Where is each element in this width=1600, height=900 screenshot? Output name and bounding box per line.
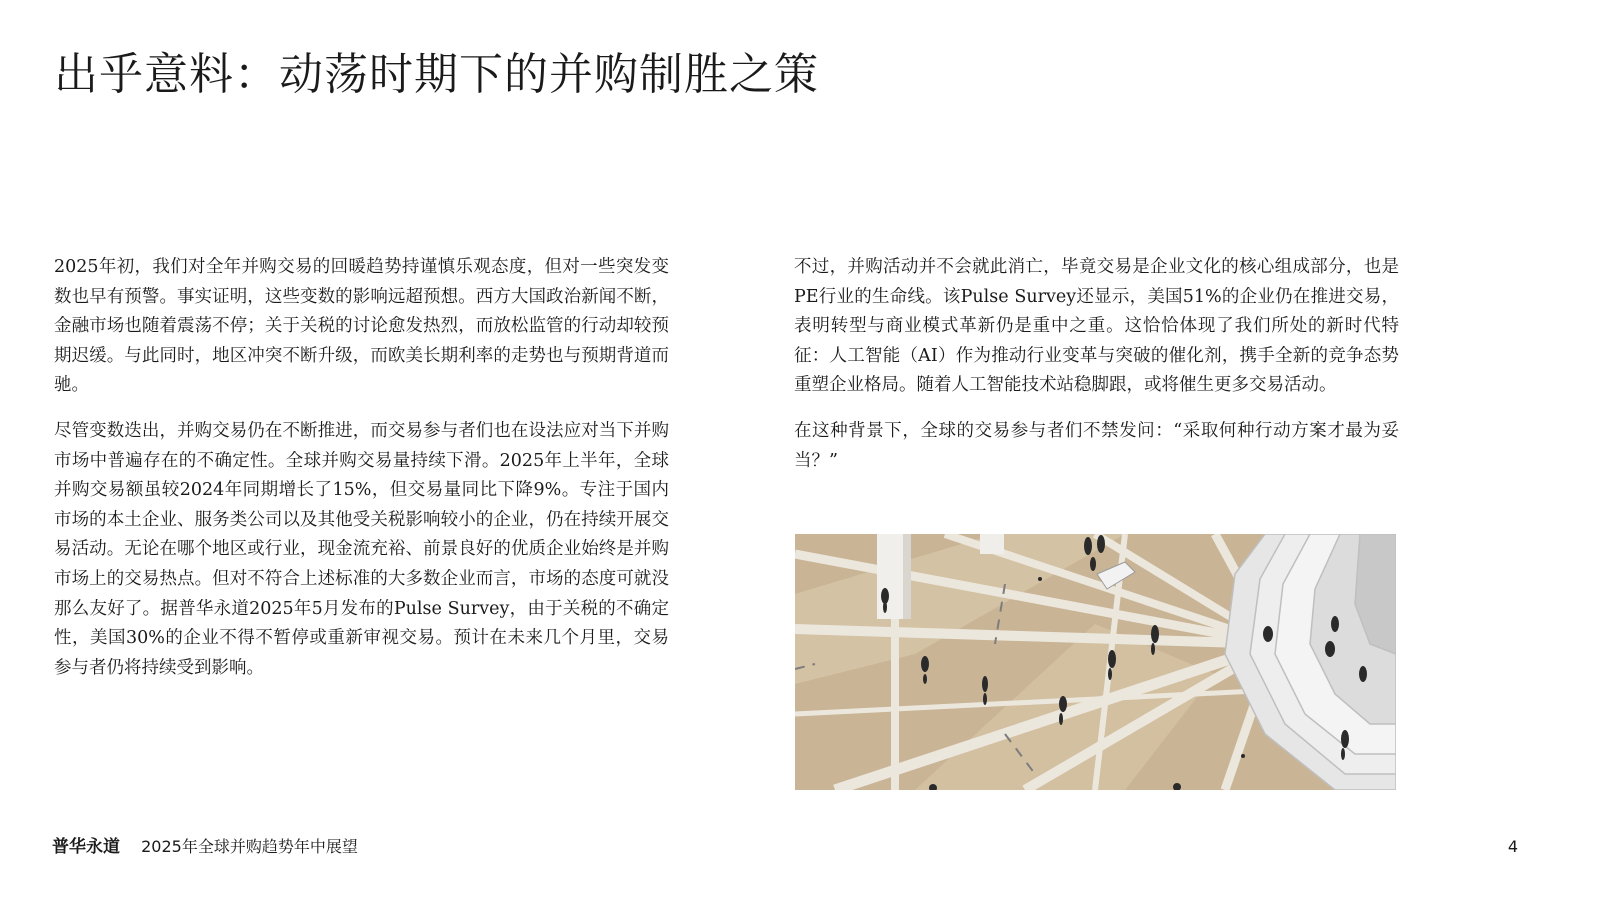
paragraph: 不过，并购活动并不会就此消亡，毕竟交易是企业文化的核心组成部分，也是PE行业的生命线。该Pulse Survey还显示，美国51%的企业仍在推进交易，表明转型与商业模式革新仍是重中之重。这恰恰体现了我们所处的新时代特征：人工智能（AI）作为推动行业变革与突破的催化剂，携手全新的竞争态势重塑企业格局。随着人工智能技术站稳脚跟，或将催生更多交易活动。 (794, 257, 1399, 396)
pillar-shade (903, 534, 911, 619)
right-text-column (794, 253, 1399, 492)
page-number: 4 (1507, 837, 1518, 856)
plaza-photo-illustration (795, 534, 1396, 790)
footer (52, 833, 358, 861)
page-title: 出乎意料：动荡时期下的并购制胜之策 (54, 49, 819, 100)
paragraph: 在这种背景下，全球的交易参与者们不禁发问：“采取何种行动方案才最为妥当？” (794, 420, 1399, 471)
left-text-column (54, 253, 669, 699)
paragraph: 尽管变数迭出，并购交易仍在不断推进，而交易参与者们也在设法应对当下并购市场中普遍存在的不确定性。全球并购交易量持续下滑。2025年上半年，全球并购交易额虽较2024年同期增长了15%，但交易量同比下降9%。专注于国内市场的本土企业、服务类公司以及其他受关税影响较小的企业，仍在持续开展交易活动。无论在哪个地区或行业，现金流充裕、前景良好的优质企业始终是并购市场上的交易热点。但对不符合上述标准的大多数企业而言，市场的态度可就没那么友好了。据普华永道2025年5月发布的Pulse Survey，由于关税的不确定性，美国30%的企业不得不暂停或重新审视交易。预计在未来几个月里，交易参与者仍将持续受到影响。 (54, 420, 669, 678)
aerial-plaza-photo (795, 534, 1396, 790)
pillar-stub (980, 534, 1004, 554)
footer-report-title: 2025年全球并购趋势年中展望 (141, 837, 358, 856)
footer-brand: 普华永道 (52, 837, 120, 857)
pillar (877, 534, 903, 619)
paragraph: 2025年初，我们对全年并购交易的回暖趋势持谨慎乐观态度，但对一些突发变数也早有预警。事实证明，这些变数的影响远超预想。西方大国政治新闻不断，金融市场也随着震荡不停；关于关税的讨论愈发热烈，而放松监管的行动却较预期迟缓。与此同时，地区冲突不断升级，而欧美长期利率的走势也与预期背道而驰。 (54, 257, 669, 396)
